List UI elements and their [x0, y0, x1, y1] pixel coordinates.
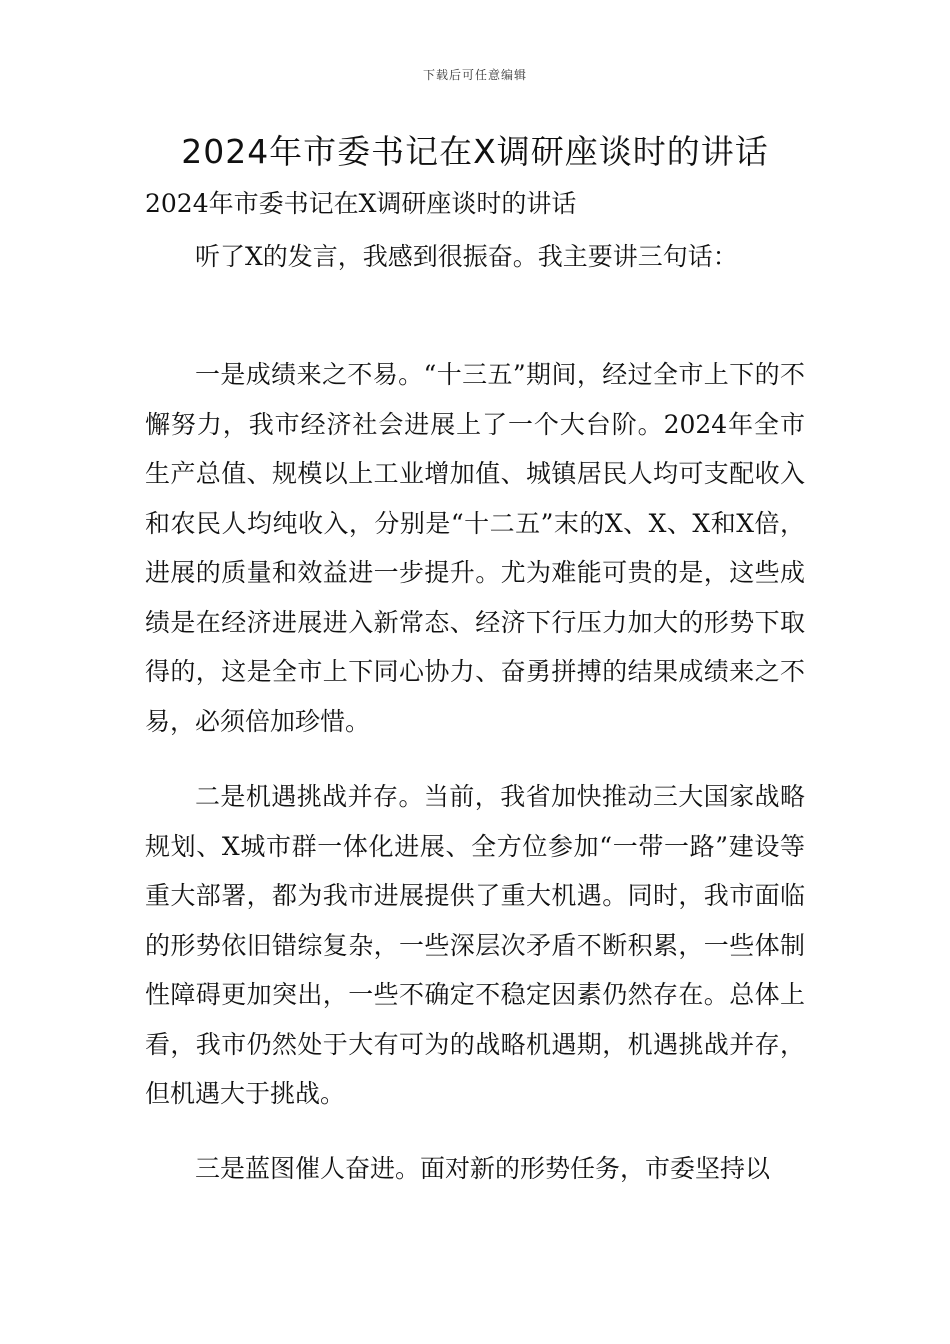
paragraph-two: 二是机遇挑战并存。当前，我省加快推动三大国家战略规划、X城市群一体化进展、全方位参加“一带一路”建设等重大部署，都为我市进展提供了重大机遇。同时，我市面临的形势依旧错综复杂，一些深层次矛盾不断积累，一些体制性障碍更加突出，一些不确定不稳定因素仍然存在。总体上看，我市仍然处于大有可为的战略机遇期，机遇挑战并存，但机遇大于挑战。 [145, 782, 805, 1108]
paragraph-one: 一是成绩来之不易。“十三五”期间，经过全市上下的不懈努力，我市经济社会进展上了一个大台阶。2024年全市生产总值、规模以上工业增加值、城镇居民人均可支配收入和农民人均纯收入，分别是“十二五”末的X、X、X和X倍，进展的质量和效益进一步提升。尤为难能可贵的是，这些成绩是在经济进展进入新常态、经济下行压力加大的形势下取得的，这是全市上下同心协力、奋勇拼搏的结果成绩来之不易，必须倍加珍惜。 [145, 360, 805, 736]
paragraph-intro: 听了X的发言，我感到很振奋。我主要讲三句话： [195, 242, 738, 271]
header-note: 下载后可任意编辑 [422, 68, 527, 82]
paragraph-three: 三是蓝图催人奋进。面对新的形势任务，市委坚持以 [195, 1154, 771, 1183]
document-subtitle: 2024年市委书记在X调研座谈时的讲话 [145, 189, 577, 218]
document-title: 2024年市委书记在X调研座谈时的讲话 [181, 132, 769, 171]
